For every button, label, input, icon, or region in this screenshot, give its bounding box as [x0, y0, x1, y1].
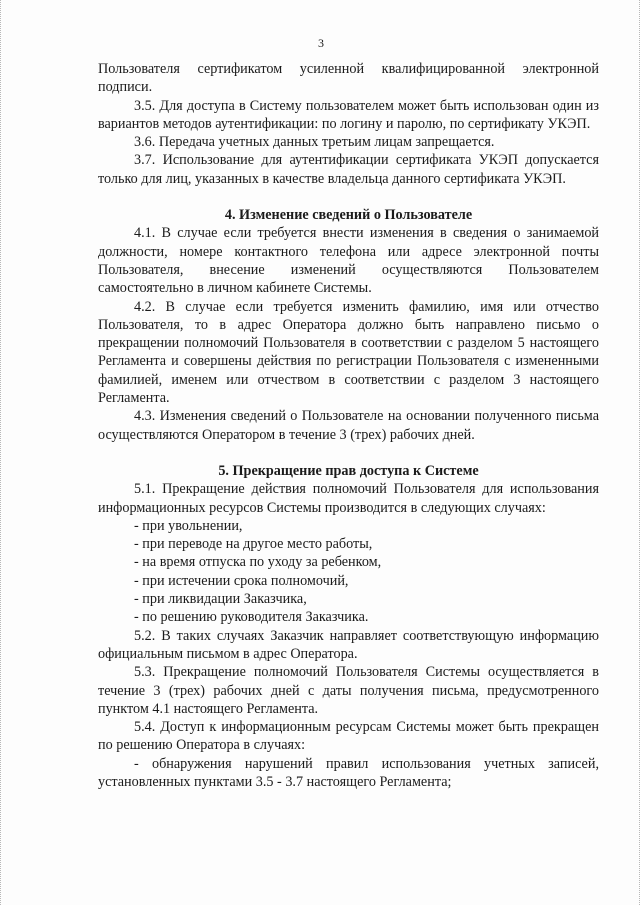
- paragraph-3-5: 3.5. Для доступа в Систему пользователем может быть использован один из вариантов методов аутентификации: по логину и паролю, по сертификату УКЭП.: [98, 97, 599, 132]
- section-4-heading: 4. Изменение сведений о Пользователе: [224, 207, 473, 224]
- paragraph-3-6: 3.6. Передача учетных данных третьим лицам запрещается.: [134, 134, 495, 151]
- list-item: - по решению руководителя Заказчика.: [134, 609, 369, 626]
- spacer: [98, 188, 599, 206]
- list-item: - при ликвидации Заказчика,: [134, 591, 307, 608]
- paragraph-5-1: 5.1. Прекращение действия полномочий Пользователя для использования информационных ресурсов Системы производится в следующих случаях:: [98, 481, 599, 516]
- list-item: - при увольнении,: [134, 517, 243, 534]
- spacer: [98, 444, 599, 462]
- paragraph-3-7: 3.7. Использование для аутентификации сертификата УКЭП допускается только для лиц, указанных в качестве владельца данного сертификата УКЭП.: [98, 152, 599, 187]
- paragraph-5-2: 5.2. В таких случаях Заказчик направляет соответствующую информацию официальным письмом в адрес Оператора.: [98, 627, 599, 662]
- paragraph-5-4: 5.4. Доступ к информационным ресурсам Системы может быть прекращен по решению Оператора в случаях:: [98, 719, 599, 754]
- list-item: - при переводе на другое место работы,: [134, 536, 373, 553]
- paragraph-continuation: Пользователя сертификатом усиленной квалифицированной электронной подписи.: [98, 61, 599, 96]
- section-5-heading: 5. Прекращение прав доступа к Системе: [218, 462, 479, 479]
- paragraph-4-2: 4.2. В случае если требуется изменить фамилию, имя или отчество Пользователя, то в адрес Оператора должно быть направлено письмо о прекращении полномочий Пользователя в соответствии с разделом 5 настоящего Регламента и совершены действия по регистрации Пользователя с измененными фамилией, именем или отчеством в соответствии с разделом 3 настоящего Регламента.: [98, 298, 599, 407]
- document-body: [98, 60, 599, 791]
- list-item: - на время отпуска по уходу за ребенком,: [134, 554, 382, 571]
- paragraph-4-1: 4.1. В случае если требуется внести изменения в сведения о занимаемой должности, номере контактного телефона или адресе электронной почты Пользователя, внесение изменений осуществляются Пользователем самостоятельно в личном кабинете Системы.: [98, 225, 599, 297]
- paragraph-5-3: 5.3. Прекращение полномочий Пользователя Системы осуществляется в течение 3 (трех) рабочих дней с даты получения письма, предусмотренного пунктом 4.1 настоящего Регламента.: [98, 664, 599, 717]
- list-item: - при истечении срока полномочий,: [134, 572, 349, 589]
- paragraph-5-4-item: - обнаружения нарушений правил использования учетных записей, установленных пунктами 3.5 - 3.7 настоящего Регламента;: [98, 755, 599, 790]
- paragraph-4-3: 4.3. Изменения сведений о Пользователе на основании полученного письма осуществляются Оператором в течение 3 (трех) рабочих дней.: [98, 408, 599, 443]
- page-number: 3: [318, 36, 324, 50]
